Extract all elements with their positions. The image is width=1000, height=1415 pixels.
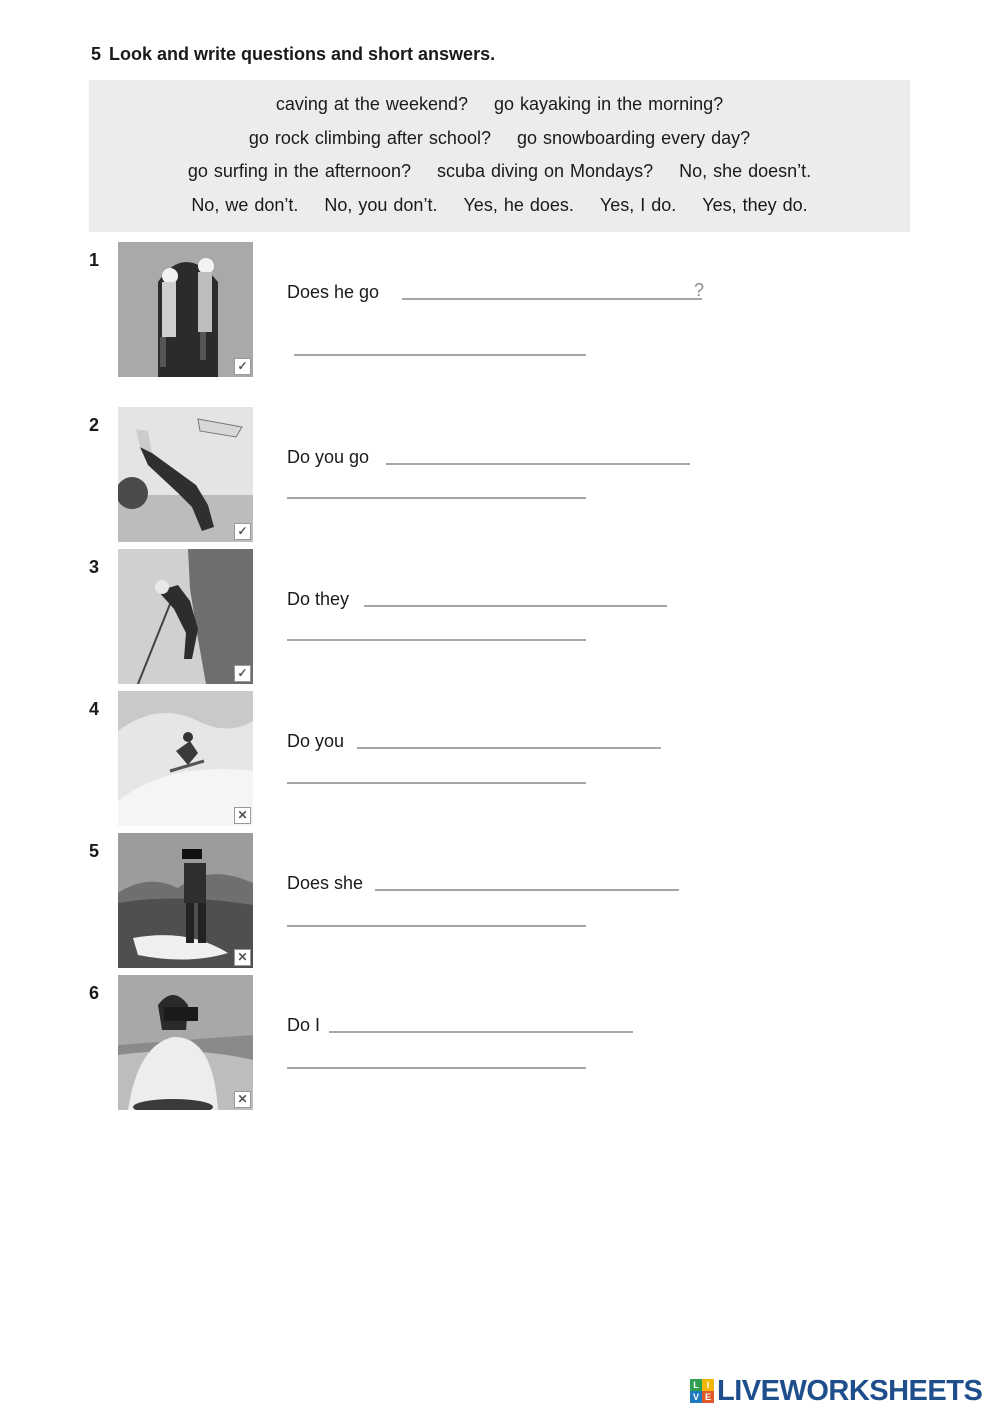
short-answer-line[interactable] [294,354,586,356]
check-mark-icon: ✓ [234,358,251,375]
word-bank-row [89,94,910,115]
question-prompt: Do you [287,731,345,751]
exercise-instruction: Look and write questions and short answers. [109,44,496,64]
item-number: 1 [89,250,100,270]
short-answer-line[interactable] [287,639,586,641]
logo-tile: E [702,1391,714,1403]
word-bank [89,80,910,232]
logo-tile: V [690,1391,702,1403]
short-answer-line[interactable] [287,497,586,499]
scuba-diving-photo [118,407,253,542]
snowboarding-photo [118,691,253,826]
word-bank-row [89,195,910,216]
question-answer-line[interactable] [357,747,661,749]
question-item [0,549,1000,689]
item-number: 2 [89,415,100,435]
question-mark: ? [694,280,705,300]
question-answer-line[interactable] [329,1031,633,1033]
vr-kayaking-photo [118,975,253,1110]
logo-icon [690,1379,714,1403]
question-prompt: Do I [287,1015,321,1035]
cross-mark-icon: ✕ [234,949,251,966]
word-bank-answer: No, you don’t. [324,195,438,215]
question-answer-line[interactable] [386,463,690,465]
question-prompt: Do you go [287,447,370,467]
check-mark-icon: ✓ [234,523,251,540]
vr-surfing-photo [118,833,253,968]
question-answer-line[interactable] [364,605,667,607]
check-mark-icon: ✓ [234,665,251,682]
exercise-number: 5 [91,44,102,64]
question-answer-line[interactable] [402,298,702,300]
word-bank-phrase: caving at the weekend? [275,94,468,114]
word-bank-answer: Yes, I do. [599,195,677,215]
question-prompt: Does he go [287,282,380,302]
item-number: 4 [89,699,100,719]
rock-climbing-photo [118,549,253,684]
logo-tile: L [690,1379,702,1391]
cross-mark-icon: ✕ [234,1091,251,1108]
question-item [0,975,1000,1115]
short-answer-line[interactable] [287,925,586,927]
question-prompt: Do they [287,589,350,609]
word-bank-answer: No, we don’t. [191,195,299,215]
question-answer-line[interactable] [375,889,679,891]
item-number: 6 [89,983,100,1003]
item-number: 5 [89,841,100,861]
short-answer-line[interactable] [287,1067,586,1069]
word-bank-answer: No, she doesn’t. [679,161,812,181]
cross-mark-icon: ✕ [234,807,251,824]
word-bank-phrase: go snowboarding every day? [516,128,751,148]
caving-photo [118,242,253,377]
question-item [0,691,1000,831]
question-item [0,833,1000,973]
logo-text: LIVEWORKSHEETS [717,1374,983,1407]
word-bank-answer: Yes, he does. [463,195,574,215]
word-bank-phrase: go surfing in the afternoon? [187,161,411,181]
exercise-title [91,44,495,65]
word-bank-row [89,128,910,149]
item-number: 3 [89,557,100,577]
logo-tile: I [702,1379,714,1391]
question-item [0,407,1000,547]
question-item [0,242,1000,382]
short-answer-line[interactable] [287,782,586,784]
word-bank-phrase: go rock climbing after school? [248,128,491,148]
word-bank-phrase: scuba diving on Mondays? [436,161,654,181]
word-bank-phrase: go kayaking in the morning? [494,94,724,114]
question-prompt: Does she [287,873,364,893]
word-bank-row [89,161,910,182]
word-bank-answer: Yes, they do. [702,195,808,215]
liveworksheets-logo [690,1376,982,1406]
